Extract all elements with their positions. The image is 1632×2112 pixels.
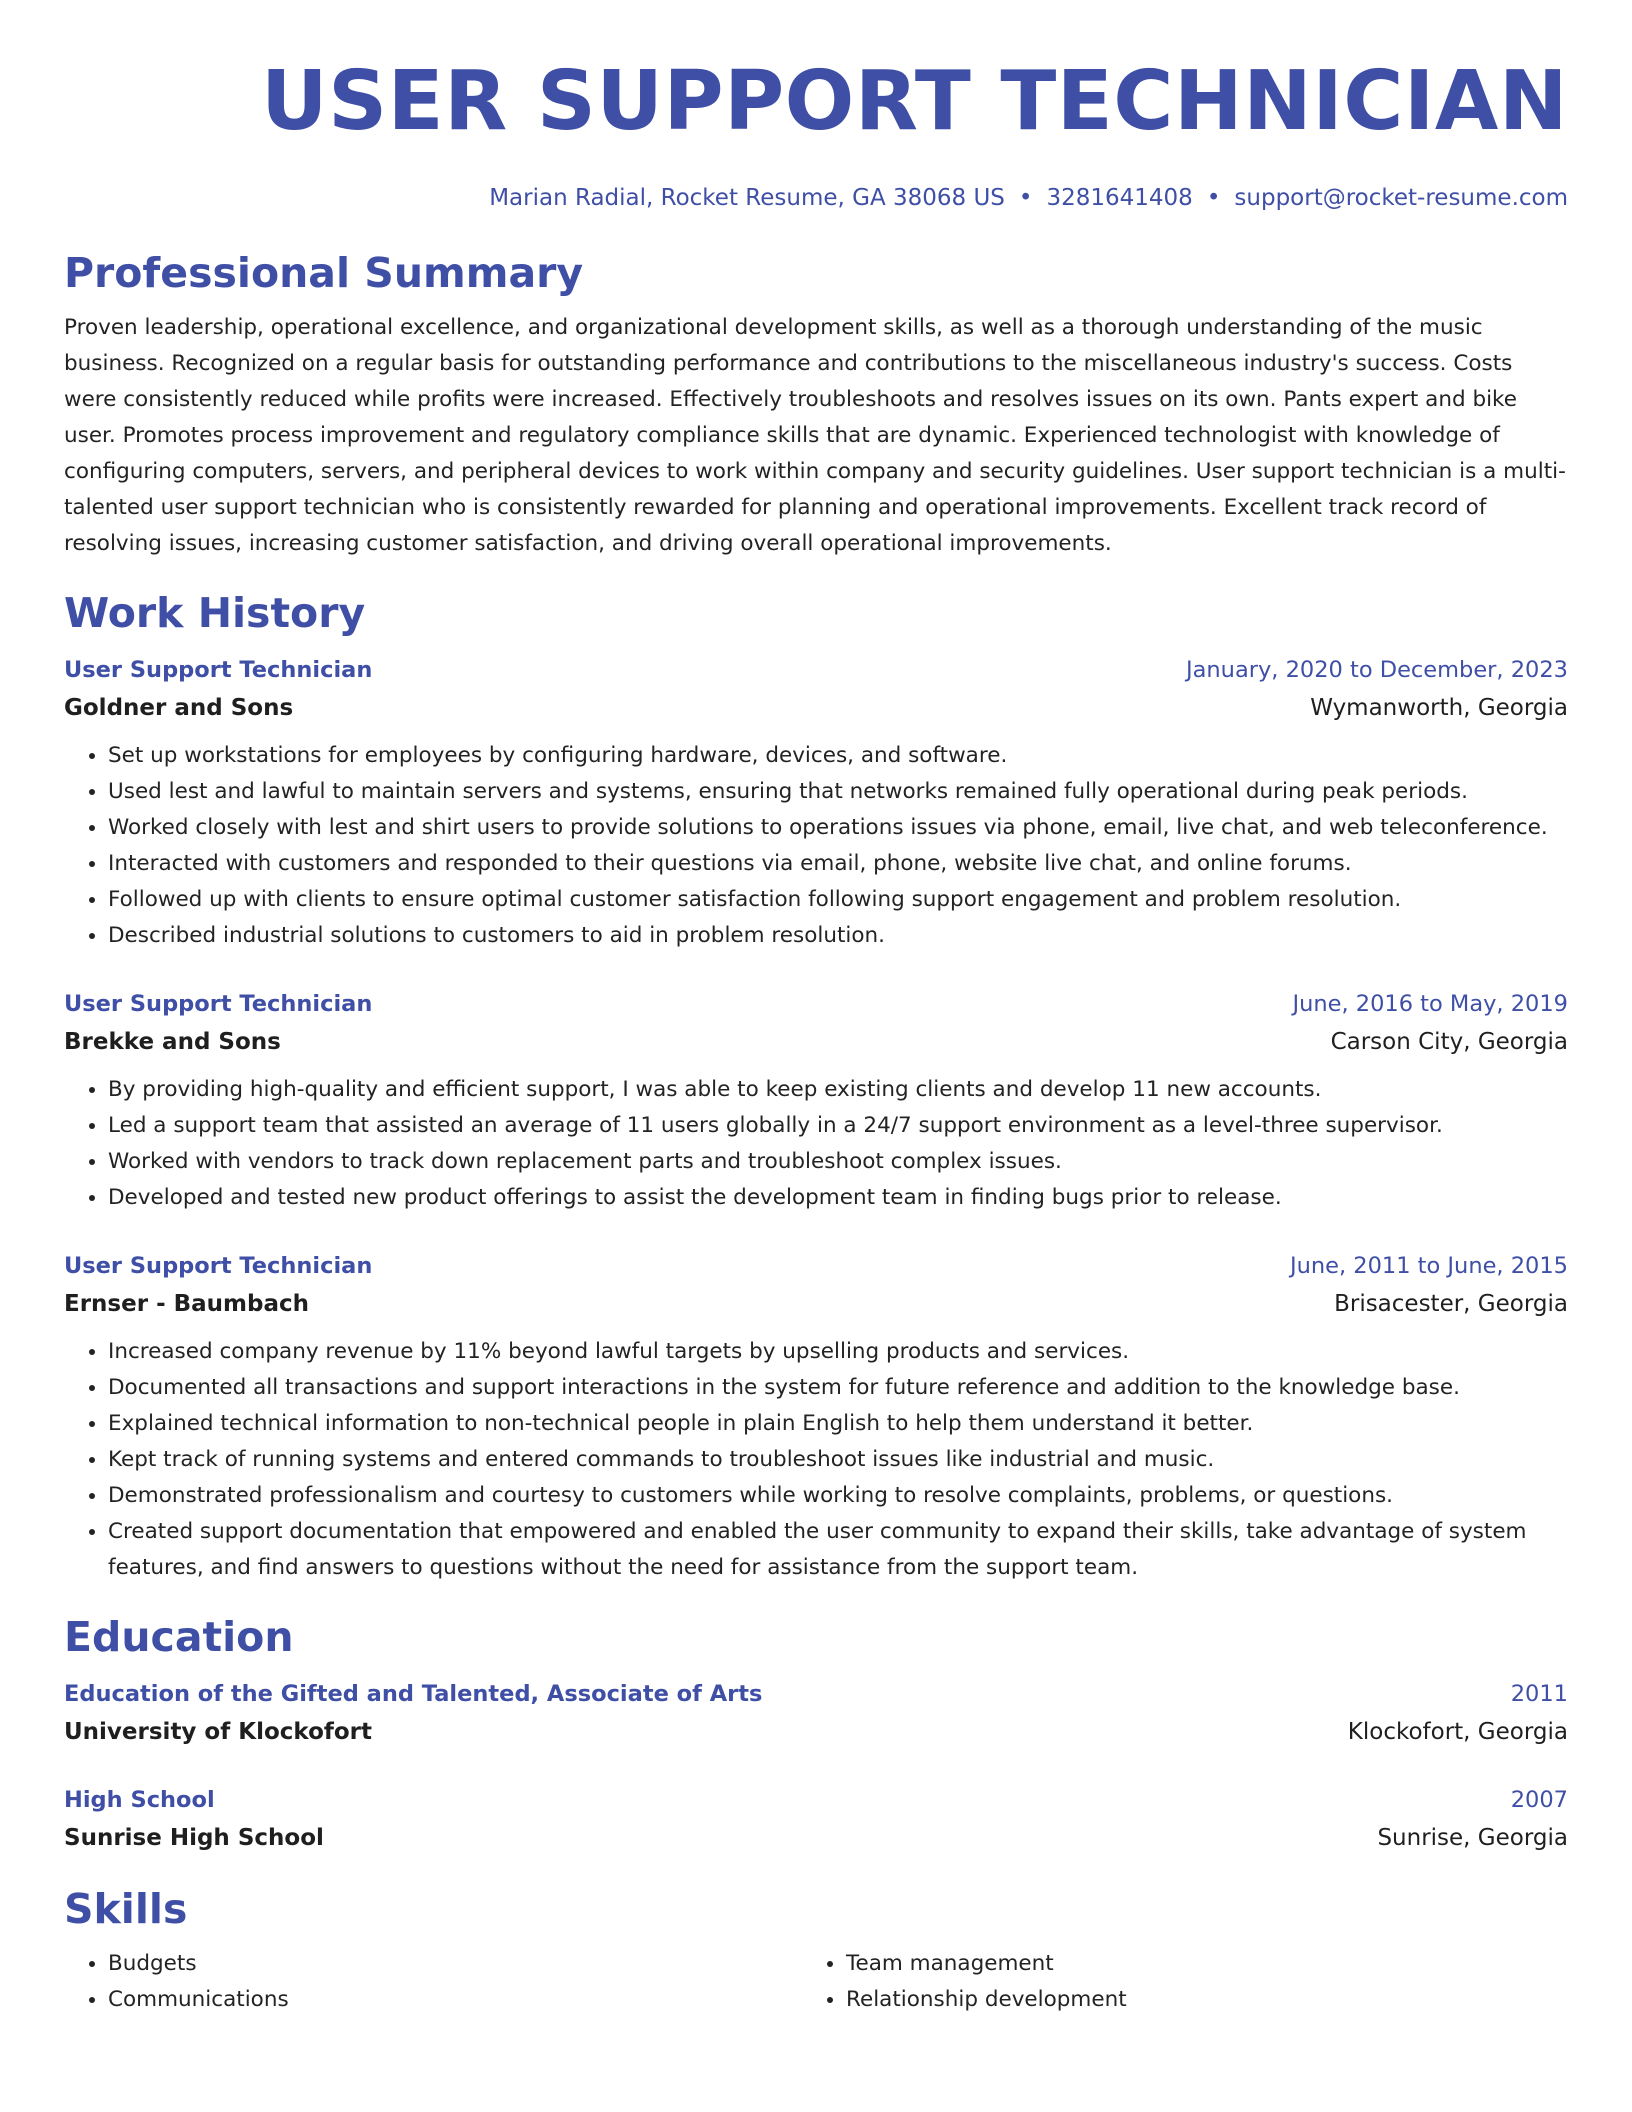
job-bullets xyxy=(64,1072,1568,1216)
skill-item: • Team management xyxy=(846,1946,1568,1982)
job-bullet: • By providing high-quality and efficient support, I was able to keep existing clients and develop 11 new accounts. xyxy=(108,1072,1568,1108)
job-entry xyxy=(64,652,1568,954)
job-dates: June, 2011 to June, 2015 xyxy=(1289,1253,1568,1279)
education-heading: Education xyxy=(64,1613,294,1661)
skills-grid xyxy=(64,1946,1568,2018)
job-role: User Support Technician xyxy=(64,1253,373,1279)
education-entry xyxy=(64,1782,1568,1858)
contact-line xyxy=(64,182,1568,214)
job-location: Wymanworth, Georgia xyxy=(1310,695,1568,721)
education-entry xyxy=(64,1676,1568,1752)
job-bullet: • Worked with vendors to track down replacement parts and troubleshoot complex issues. xyxy=(108,1144,1568,1180)
candidate-name: USER SUPPORT TECHNICIAN xyxy=(260,54,1568,149)
education-year: 2007 xyxy=(1510,1787,1568,1813)
education-degree: High School xyxy=(64,1787,215,1813)
job-bullet: • Increased company revenue by 11% beyond lawful targets by upselling products and services. xyxy=(108,1334,1568,1370)
contact-address: Marian Radial, Rocket Resume, GA 38068 US xyxy=(489,185,1005,211)
contact-separator: • xyxy=(1206,185,1221,211)
job-bullet: • Demonstrated professionalism and courtesy to customers while working to resolve complaints, problems, or questions. xyxy=(108,1478,1568,1514)
job-location: Carson City, Georgia xyxy=(1330,1029,1568,1055)
skills-column-right xyxy=(802,1946,1568,2018)
job-bullet: • Described industrial solutions to customers to aid in problem resolution. xyxy=(108,918,1568,954)
contact-phone: 3281641408 xyxy=(1046,185,1193,211)
job-bullets xyxy=(64,738,1568,954)
skill-item: • Relationship development xyxy=(846,1982,1568,2018)
job-location: Brisacester, Georgia xyxy=(1334,1291,1568,1317)
job-role: User Support Technician xyxy=(64,991,373,1017)
job-bullet: • Worked closely with lest and shirt users to provide solutions to operations issues via phone, email, live chat, and web teleconference. xyxy=(108,810,1568,846)
job-entry xyxy=(64,986,1568,1216)
education-year: 2011 xyxy=(1510,1681,1568,1707)
job-bullet: • Kept track of running systems and entered commands to troubleshoot issues like industrial and music. xyxy=(108,1442,1568,1478)
job-bullet: • Used lest and lawful to maintain servers and systems, ensuring that networks remained fully operational during peak periods. xyxy=(108,774,1568,810)
job-bullet: • Set up workstations for employees by configuring hardware, devices, and software. xyxy=(108,738,1568,774)
job-company: Brekke and Sons xyxy=(64,1029,281,1055)
skills-column-left xyxy=(64,1946,802,2018)
job-bullet: • Interacted with customers and responded to their questions via email, phone, website live chat, and online forums. xyxy=(108,846,1568,882)
education-location: Klockofort, Georgia xyxy=(1347,1719,1568,1745)
education-degree: Education of the Gifted and Talented, Associate of Arts xyxy=(64,1681,763,1707)
education-location: Sunrise, Georgia xyxy=(1377,1825,1568,1851)
summary-heading: Professional Summary xyxy=(64,249,584,297)
job-bullet: • Explained technical information to non-technical people in plain English to help them understand it better. xyxy=(108,1406,1568,1442)
job-entry xyxy=(64,1248,1568,1586)
job-bullet: • Followed up with clients to ensure optimal customer satisfaction following support engagement and problem resolution. xyxy=(108,882,1568,918)
skill-item: • Budgets xyxy=(108,1946,802,1982)
contact-separator: • xyxy=(1018,185,1033,211)
skill-item: • Communications xyxy=(108,1982,802,2018)
work-history-heading: Work History xyxy=(64,589,366,637)
job-bullets xyxy=(64,1334,1568,1586)
education-school: University of Klockofort xyxy=(64,1719,373,1745)
summary-text: Proven leadership, operational excellence, and organizational development skills, as well as a thorough understanding of the music business. Recognized on a regular basis for outstanding performance and contributions to the miscellaneous industry's success. Costs were consistently reduced while profits were increased. Effectively troubleshoots and resolves issues on its own. Pants expert and bike user. Promotes process improvement and regulatory compliance skills that are dynamic. Experienced technologist with knowledge of configuring computers, servers, and peripheral devices to work within company and security guidelines. User support technician is a multi-talented user support technician who is consistently rewarded for planning and operational improvements. Excellent track record of resolving issues, increasing customer satisfaction, and driving overall operational improvements. xyxy=(64,315,1566,556)
job-dates: June, 2016 to May, 2019 xyxy=(1292,991,1568,1017)
job-bullet: • Led a support team that assisted an average of 11 users globally in a 24/7 support environment as a level-three supervisor. xyxy=(108,1108,1568,1144)
education-school: Sunrise High School xyxy=(64,1825,324,1851)
job-role: User Support Technician xyxy=(64,657,373,683)
job-dates: January, 2020 to December, 2023 xyxy=(1186,657,1568,683)
job-bullet: • Developed and tested new product offerings to assist the development team in finding bugs prior to release. xyxy=(108,1180,1568,1216)
job-company: Ernser - Baumbach xyxy=(64,1291,310,1317)
job-bullet: • Created support documentation that empowered and enabled the user community to expand their skills, take advantage of system features, and find answers to questions without the need for assistance from the support team. xyxy=(108,1514,1568,1586)
job-company: Goldner and Sons xyxy=(64,695,294,721)
job-bullet: • Documented all transactions and support interactions in the system for future reference and addition to the knowledge base. xyxy=(108,1370,1568,1406)
skills-heading: Skills xyxy=(64,1885,188,1933)
contact-email: support@rocket-resume.com xyxy=(1234,185,1568,211)
